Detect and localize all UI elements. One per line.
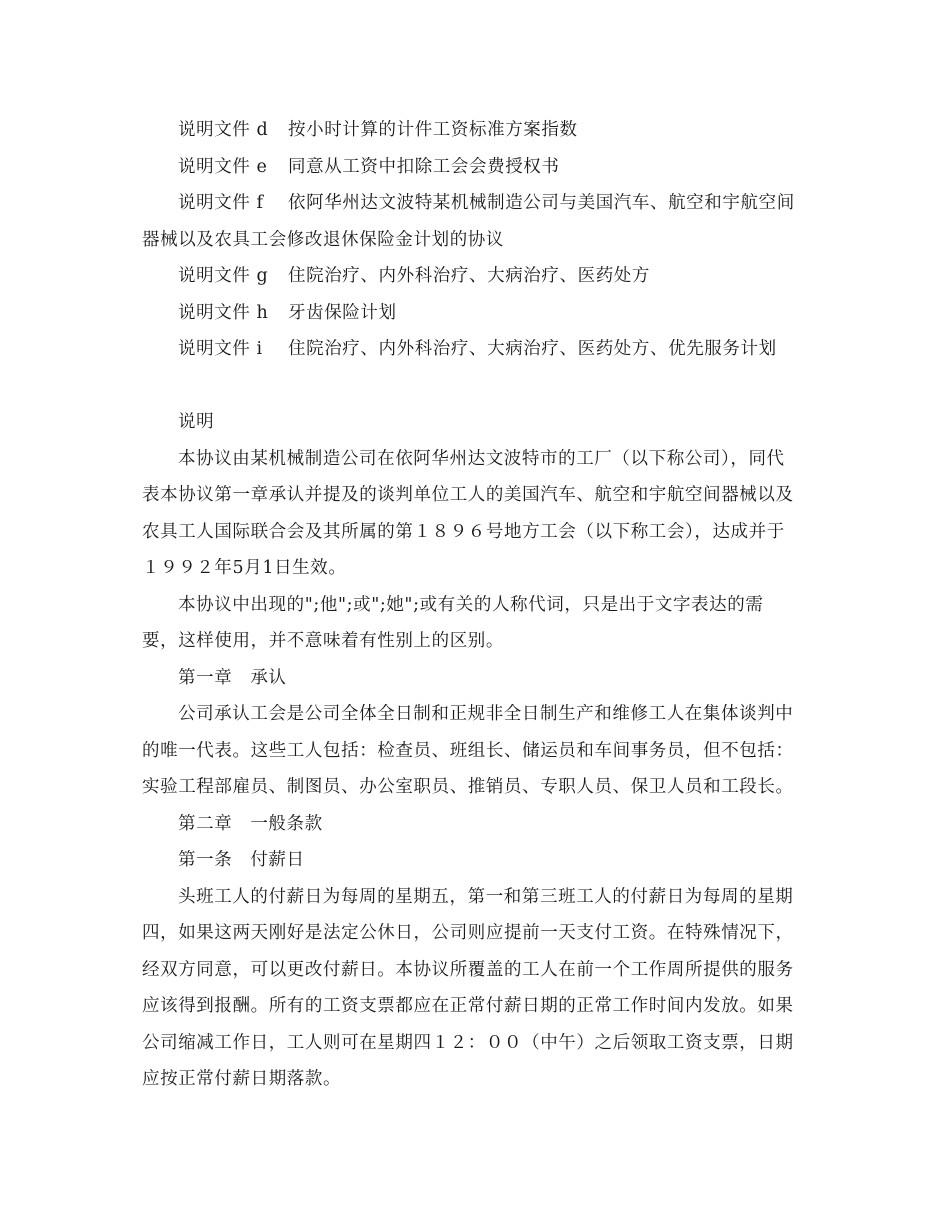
- paragraph-line: 应按正常付薪日期落款。: [142, 1069, 342, 1089]
- paragraph-line: 实验工程部雇员、制图员、办公室职员、推销员、专职人员、保卫人员和工段长。: [142, 777, 794, 797]
- chapter-1-heading: [142, 660, 812, 697]
- document-page: [142, 112, 812, 1098]
- attachment-item-e: [142, 149, 812, 186]
- blank-line: [142, 368, 812, 405]
- paragraph-payday: [142, 879, 812, 1098]
- paragraph-agreement-parties: [142, 441, 812, 587]
- paragraph-line: 农具工人国际联合会及其所属的第１８９６号地方工会（以下称工会），达成并于: [142, 521, 785, 542]
- chapter-number: 第一章: [178, 667, 233, 688]
- explanation-heading: 说明: [178, 412, 215, 432]
- attachment-text: 住院治疗、内外科治疗、大病治疗、医药处方: [288, 266, 650, 286]
- attachment-label: 说明文件 e: [178, 156, 268, 177]
- paragraph-line: 的唯一代表。这些工人包括：检查员、班组长、储运员和车间事务员，但不包括：: [142, 740, 794, 761]
- attachment-text-continuation: 器械以及农具工会修改退休保险金计划的协议: [142, 229, 504, 250]
- attachment-label: 说明文件 i: [178, 339, 263, 359]
- paragraph-line: 四，如果这两天刚好是法定公休日，公司则应提前一天支付工资。在特殊情况下，: [142, 923, 794, 943]
- paragraph-recognition: [142, 696, 812, 806]
- attachment-item-h: [142, 295, 812, 332]
- attachment-label: 说明文件 h: [178, 302, 269, 323]
- attachment-text: 依阿华州达文波特某机械制造公司与美国汽车、航空和宇航空间: [288, 193, 795, 213]
- attachment-label: 说明文件 g: [178, 266, 269, 286]
- attachment-item-i: [142, 331, 812, 368]
- attachment-item-f: [142, 185, 812, 222]
- attachment-item-g: [142, 258, 812, 295]
- attachment-text: 按小时计算的计件工资标准方案指数: [288, 120, 578, 140]
- chapter-number: 第二章: [178, 813, 233, 834]
- article-1-heading: [142, 842, 812, 879]
- paragraph-line: 应该得到报酬。所有的工资支票都应在正常付薪日期的正常工作时间内发放。如果: [142, 996, 794, 1016]
- chapter-title: 承认: [250, 667, 287, 688]
- chapter-title: 一般条款: [250, 813, 323, 834]
- paragraph-line: 本协议中出现的";他";或";她";或有关的人称代词，只是出于文字表达的需: [178, 594, 764, 615]
- paragraph-line: １９９２年5月1日生效。: [142, 558, 347, 578]
- attachment-label: 说明文件 f: [178, 193, 264, 213]
- paragraph-line: 本协议由某机械制造公司在依阿华州达文波特市的工厂（以下称公司），同代: [178, 448, 785, 469]
- paragraph-line: 经双方同意，可以更改付薪日。本协议所覆盖的工人在前一个工作周所提供的服务: [142, 959, 794, 980]
- paragraph-pronouns: [142, 587, 812, 660]
- attachment-label: 说明文件 d: [178, 120, 269, 140]
- attachment-text: 住院治疗、内外科治疗、大病治疗、医药处方、优先服务计划: [288, 339, 777, 359]
- paragraph-line: 公司承认工会是公司全体全日制和正规非全日制生产和维修工人在集体谈判中: [178, 704, 794, 724]
- attachment-item-f-continuation: [142, 222, 812, 259]
- attachment-item-d: [142, 112, 812, 149]
- chapter-2-heading: [142, 806, 812, 843]
- article-title: 付薪日: [250, 850, 305, 870]
- paragraph-line: 表本协议第一章承认并提及的谈判单位工人的美国汽车、航空和宇航空间器械以及: [142, 485, 794, 505]
- attachment-text: 同意从工资中扣除工会会费授权书: [288, 156, 560, 177]
- article-number: 第一条: [178, 850, 233, 870]
- paragraph-line: 头班工人的付薪日为每周的星期五，第一和第三班工人的付薪日为每周的星期: [178, 886, 794, 907]
- paragraph-line: 公司缩减工作日，工人则可在星期四１２：００（中午）之后领取工资支票，日期: [142, 1032, 794, 1053]
- paragraph-line: 要，这样使用，并不意味着有性别上的区别。: [142, 631, 504, 651]
- attachment-text: 牙齿保险计划: [288, 302, 397, 323]
